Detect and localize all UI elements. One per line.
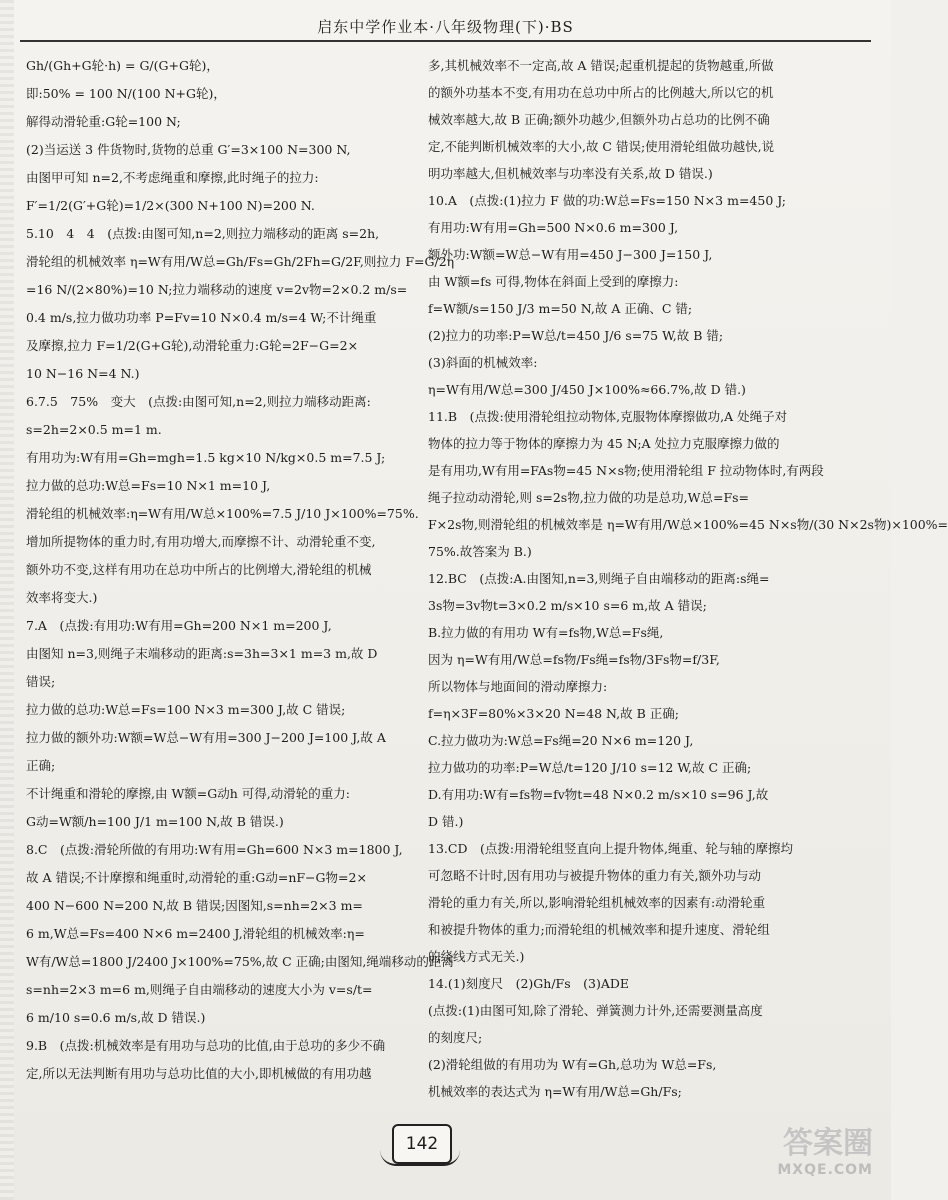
text-line: =16 N/(2×80%)=10 N;拉力端移动的速度 v=2v物=2×0.2 m/s=: [26, 282, 408, 297]
watermark: [723, 1126, 873, 1190]
left-column: [26, 52, 455, 1088]
text-line: (2)当运送 3 件货物时,货物的总重 G′=3×100 N=300 N,: [26, 142, 351, 157]
watermark-logo: 答案圈: [783, 1126, 873, 1161]
text-line: (2)拉力的功率:P=W总/t=450 J/6 s=75 W,故 B 错;: [428, 328, 724, 343]
running-header: [20, 14, 871, 42]
text-line: 75%.故答案为 B.): [428, 544, 532, 559]
text-line: 的绕线方式无关.): [428, 949, 525, 964]
text-line: 故 A 错误;不计摩擦和绳重时,动滑轮的重:G动=nF−G物=2×: [26, 870, 367, 885]
text-line: F×2s物,则滑轮组的机械效率是 η=W有用/W总×100%=45 N×s物/(30 N×2s物)×100%=: [428, 517, 948, 532]
text-line: 拉力做的总功:W总=Fs=100 N×3 m=300 J,故 C 错误;: [26, 702, 346, 717]
text-line: 是有用功,W有用=FAs物=45 N×s物;使用滑轮组 F 拉动物体时,有两段: [428, 463, 824, 478]
text-line: 不计绳重和滑轮的摩擦,由 W额=G动h 可得,动滑轮的重力:: [26, 786, 350, 801]
text-line: 400 N−600 N=200 N,故 B 错误;因图知,s=nh=2×3 m=: [26, 898, 363, 913]
text-line: 由 W额=fs 可得,物体在斜面上受到的摩擦力:: [428, 274, 679, 289]
text-line: 效率将变大.): [26, 590, 98, 605]
text-line: 6 m/10 s=0.6 m/s,故 D 错误.): [26, 1010, 206, 1025]
text-line: (3)斜面的机械效率:: [428, 355, 538, 370]
text-line: 10 N−16 N=4 N.): [26, 366, 140, 381]
text-line: 13.CD (点拨:用滑轮组竖直向上提升物体,绳重、轮与轴的摩擦均: [428, 841, 794, 856]
page-number: 142: [392, 1124, 452, 1164]
text-line: 滑轮组的机械效率:η=W有用/W总×100%=7.5 J/10 J×100%=75%.: [26, 506, 419, 521]
text-line: 9.B (点拨:机械效率是有用功与总功的比值,由于总功的多少不确: [26, 1038, 386, 1053]
text-line: 定,所以无法判断有用功与总功比值的大小,即机械做的有用功越: [26, 1066, 372, 1081]
right-column: [428, 52, 948, 1105]
text-line: 额外功不变,这样有用功在总功中所占的比例增大,滑轮组的机械: [26, 562, 372, 577]
text-line: F′=1/2(G′+G轮)=1/2×(300 N+100 N)=200 N.: [26, 198, 315, 213]
text-line: f=η×3F=80%×3×20 N=48 N,故 B 正确;: [428, 706, 679, 721]
text-line: 的额外功基本不变,有用功在总功中所占的比例越大,所以它的机: [428, 85, 774, 100]
text-line: Gh/(Gh+G轮·h) = G/(G+G轮)，: [26, 58, 219, 73]
text-line: 由图知 n=3,则绳子末端移动的距离:s=3h=3×1 m=3 m,故 D: [26, 646, 378, 661]
text-line: 由图甲可知 n=2,不考虑绳重和摩擦,此时绳子的拉力:: [26, 170, 319, 185]
text-line: W有/W总=1800 J/2400 J×100%=75%,故 C 正确;由图知,绳端移动的距离: [26, 954, 454, 969]
text-line: 拉力做功的功率:P=W总/t=120 J/10 s=12 W,故 C 正确;: [428, 760, 752, 775]
text-line: 绳子拉动动滑轮,则 s=2s物,拉力做的功是总功,W总=Fs=: [428, 490, 750, 505]
text-line: 即:50% = 100 N/(100 N+G轮)，: [26, 86, 226, 101]
text-line: 7.A (点拨:有用功:W有用=Gh=200 N×1 m=200 J,: [26, 618, 332, 633]
text-line: C.拉力做功为:W总=Fs绳=20 N×6 m=120 J,: [428, 733, 694, 748]
text-line: 所以物体与地面间的滑动摩擦力:: [428, 679, 608, 694]
header-title: 启东中学作业本·八年级物理(下)·BS: [317, 18, 574, 36]
text-line: 有用功为:W有用=Gh=mgh=1.5 kg×10 N/kg×0.5 m=7.5 J;: [26, 450, 386, 465]
text-line: 可忽略不计时,因有用功与被提升物体的重力有关,额外功与动: [428, 868, 761, 883]
text-line: 多,其机械效率不一定高,故 A 错误;起重机提起的货物越重,所做: [428, 58, 774, 73]
text-line: (点拨:(1)由图可知,除了滑轮、弹簧测力计外,还需要测量高度: [428, 1003, 763, 1018]
text-line: D.有用功:W有=fs物=fv物t=48 N×0.2 m/s×10 s=96 J,故: [428, 787, 769, 802]
text-line: 5.10 4 4 (点拨:由图可知,n=2,则拉力端移动的距离 s=2h,: [26, 226, 380, 241]
text-line: 物体的拉力等于物体的摩擦力为 45 N;A 处拉力克服摩擦力做的: [428, 436, 780, 451]
text-line: 及摩擦,拉力 F=1/2(G+G轮),动滑轮重力:G轮=2F−G=2×: [26, 338, 359, 353]
text-line: 和被提升物体的重力;而滑轮组的机械效率和提升速度、滑轮组: [428, 922, 770, 937]
text-line: 12.BC (点拨:A.由图知,n=3,则绳子自由端移动的距离:s绳=: [428, 571, 770, 586]
text-line: 6.7.5 75% 变大 (点拨:由图可知,n=2,则拉力端移动距离:: [26, 394, 371, 409]
text-line: s=2h=2×0.5 m=1 m.: [26, 422, 162, 437]
text-line: D 错.): [428, 814, 464, 829]
text-line: 拉力做的总功:W总=Fs=10 N×1 m=10 J,: [26, 478, 271, 493]
text-line: 6 m,W总=Fs=400 N×6 m=2400 J,滑轮组的机械效率:η=: [26, 926, 365, 941]
text-line: B.拉力做的有用功 W有=fs物,W总=Fs绳,: [428, 625, 664, 640]
text-line: 机械效率的表达式为 η=W有用/W总=Gh/Fs;: [428, 1084, 682, 1099]
text-line: 正确;: [26, 758, 56, 773]
text-line: 8.C (点拨:滑轮所做的有用功:W有用=Gh=600 N×3 m=1800 J,: [26, 842, 403, 857]
text-line: (2)滑轮组做的有用功为 W有=Gh,总功为 W总=Fs,: [428, 1057, 717, 1072]
text-line: 滑轮的重力有关,所以,影响滑轮组机械效率的因素有:动滑轮重: [428, 895, 766, 910]
text-line: 0.4 m/s,拉力做功功率 P=Fv=10 N×0.4 m/s=4 W;不计绳重: [26, 310, 377, 325]
text-line: s=nh=2×3 m=6 m,则绳子自由端移动的速度大小为 v=s/t=: [26, 982, 373, 997]
text-line: 拉力做的额外功:W额=W总−W有用=300 J−200 J=100 J,故 A: [26, 730, 386, 745]
text-line: 14.(1)刻度尺 (2)Gh/Fs (3)ADE: [428, 976, 630, 991]
text-line: 械效率越大,故 B 正确;额外功越少,但额外功占总功的比例不确: [428, 112, 770, 127]
text-line: 滑轮组的机械效率 η=W有用/W总=Gh/Fs=Gh/2Fh=G/2F,则拉力 F=G/2η: [26, 254, 455, 269]
text-line: f=W额/s=150 J/3 m=50 N,故 A 正确、C 错;: [428, 301, 693, 316]
text-line: 因为 η=W有用/W总=fs物/Fs绳=fs物/3Fs物=f/3F,: [428, 652, 720, 667]
page-edge-shadow: [0, 0, 14, 1200]
text-line: η=W有用/W总=300 J/450 J×100%≈66.7%,故 D 错.): [428, 382, 746, 397]
text-line: 明功率越大,但机械效率与功率没有关系,故 D 错误.): [428, 166, 713, 181]
text-line: 额外功:W额=W总−W有用=450 J−300 J=150 J,: [428, 247, 713, 262]
text-line: 有用功:W有用=Gh=500 N×0.6 m=300 J,: [428, 220, 679, 235]
text-line: 解得动滑轮重:G轮=100 N;: [26, 114, 181, 129]
text-line: G动=W额/h=100 J/1 m=100 N,故 B 错误.): [26, 814, 284, 829]
text-line: 定,不能判断机械效率的大小,故 C 错误;使用滑轮组做功越快,说: [428, 139, 775, 154]
text-line: 10.A (点拨:(1)拉力 F 做的功:W总=Fs=150 N×3 m=450 J;: [428, 193, 786, 208]
watermark-url: MXQE.COM: [777, 1162, 873, 1178]
text-line: 增加所提物体的重力时,有用功增大,而摩擦不计、动滑轮重不变,: [26, 534, 376, 549]
text-line: 3s物=3v物t=3×0.2 m/s×10 s=6 m,故 A 错误;: [428, 598, 707, 613]
text-line: 错误;: [26, 674, 56, 689]
text-line: 11.B (点拨:使用滑轮组拉动物体,克服物体摩擦做功,A 处绳子对: [428, 409, 788, 424]
text-line: 的刻度尺;: [428, 1030, 483, 1045]
